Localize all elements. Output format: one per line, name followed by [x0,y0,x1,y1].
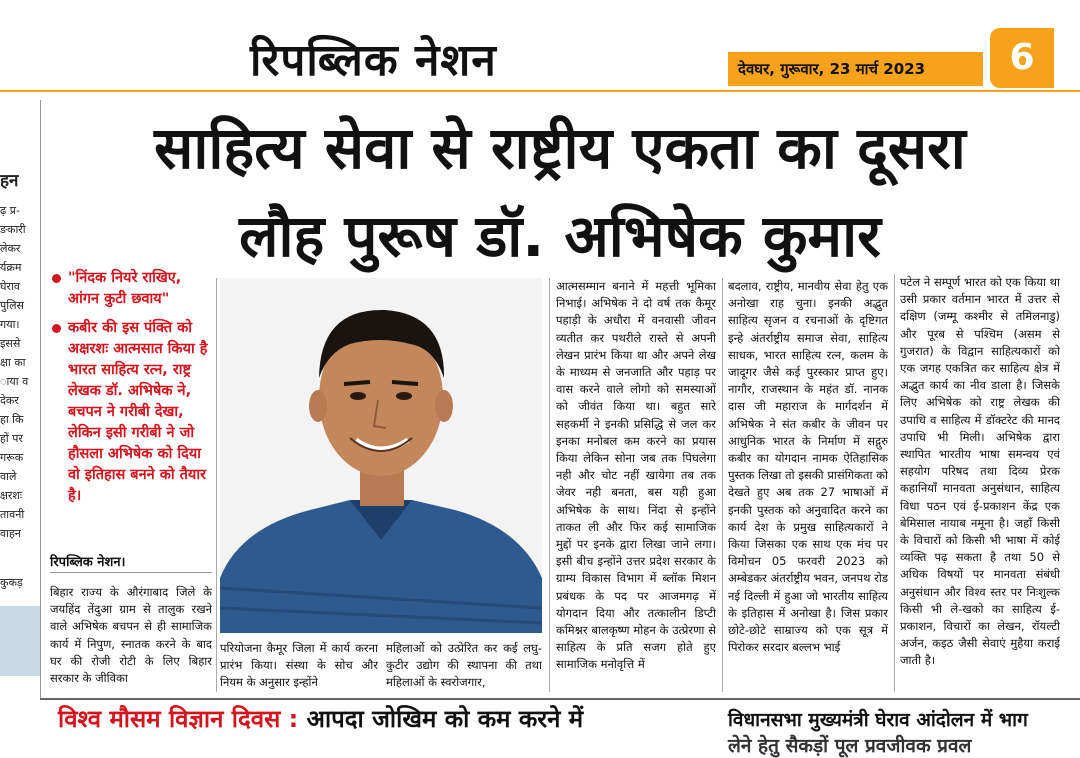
left-strip-line: इससे [0,337,21,350]
left-strip-line: लेकर [0,242,21,255]
left-strip-image [0,606,40,676]
column-rule [216,278,217,692]
right-next-headline: विधानसभा मुख्यमंत्री घेराव आंदोलन में भाग [728,709,1028,731]
column-rule [549,278,550,692]
next-article-headline [58,702,583,735]
left-strip-line: वाहन [0,527,21,540]
portrait-photo [220,278,542,633]
column-rule [894,274,895,692]
dateline: देवघर, गुरूवार, 23 मार्च 2023 [728,52,983,86]
article-column-2: परियोजना कैमूर जिला में कार्य करना प्रारंभ किया। संस्था के सोच और नियम के अनुसार इन्होंने [220,641,378,690]
left-strip-line: हा कि [0,413,24,426]
bullet-dot-icon [52,324,61,333]
portrait-illustration [220,278,542,633]
next-headline-black: आपदा जोखिम को कम करने में [306,705,584,733]
page-number: 6 [990,28,1054,88]
left-strip-line: वाले [0,470,17,483]
article-column-5: बदलाव, राष्ट्रीय, मानवीय सेवा हेतु एक अनोखा राह चुना। इनकी अद्भुत साहित्य सृजन व रचनाओं के दृष्टिगत इन्हे अंतर्राष्ट्रीय समाज सेवा, साहित्य साधक, भारत साहित्य रत्न, कलम के जादूगर जैसे कई पुरस्कार प्राप्त हुए। नागौर, राजस्थान के महंत डॉ. नानक दास जी महाराज के मार्गदर्शन में अभिषेक ने संत कबीर के जीवन पर आधुनिक भारत के निर्माण में सद्गुरु कबीर का योगदान नामक ऐतिहासिक पुस्तक लिखा तो इसकी प्रासंगिकता को देखते हुए अब तक 27 भाषाओं में इनकी पुस्तक को अनुवादित करने का कार्य देश के प्रमुख साहित्यकारों ने किया जिसका एक साथ एक मंच पर विमोचन 05 फरवरी 2023 को अम्बेडकर अंतर्राष्ट्रीय भवन, जनपथ रोड नई दिल्ली में हुआ जो भारतीय साहित्य के इतिहास में अनोखा है। जिस प्रकार छोटे-छोटे साम्राज्य को एक सूत्र में पिरोकर सरदार बल्लभ भाई [728,279,888,655]
bullet-dot-icon [52,274,61,283]
headline [40,104,1080,280]
left-strip-line: क्षरशः [0,489,23,502]
masthead-rule [0,90,1080,92]
left-strip-heading: हन [0,171,19,191]
article-column-4: आत्मसम्मान बनाने में महत्ती भूमिका निभाई। अभिषेक ने दो वर्ष तक कैमूर पहाड़ी के अधौरा में वनवासी जीवन व्यतीत कर पथरीले रास्ते से अपनी लेखन प्रारंभ किया था और अपने लेख के माध्यम से जनजाति और पहाड़ पर वास करने वाले लोगो को समस्याओं को जीवंत किया था। बहुत सारे सहकर्मी ने इनकी प्रसिद्धि से जल कर इनका मनोबल कम करने का प्रयास किया लेकिन सोना जब तक पिघलेगा नही और चोट नहीं खायेगा तब तक जेवर नही बनता, बस यही हुआ अभिषेक के साथ। निंदा से इन्होंने ताकत ली और फिर कई सामाजिक मुद्दों पर इनके द्वारा लिखा जाने लगा। इसी बीच इन्होंने उत्तर प्रदेश सरकार के ग्राम्य विकास विभाग में ब्लॉक मिशन प्रबंधक के पद पर आजमगढ़ में योगदान दिया और तत्कालीन डिप्टी कमिश्नर बालकृष्ण मोहन के उत्प्रेरणा से साहित्य के प्रति सजग होते हुए सामाजिक मनोवृत्ति में [556,279,716,672]
column-divider [40,100,41,700]
left-strip-line: तावनी [0,508,25,521]
left-strip-line: घेराव [0,280,20,293]
left-strip-line: गरूक [0,451,24,464]
article-column-6: पटेल ने सम्पूर्ण भारत को एक किया था उसी प्रकार वर्तमान भारत में उत्तर से दक्षिण (जम्मू कश्मीर से तमिलनाडु) और पूरब से पश्चिम (असम से गुजरात) के विद्वान साहित्यकारों को एक जगह एकत्रित कर साहित्य क्षेत्र में अद्भुत कार्य का नीव डाला है। जिसके लिए अभिषेक को राष्ट्र लेखक की उपाधि व साहित्य में डॉक्टरेट की मानद उपाधि भी मिली। अभिषेक द्वारा स्थापित भारतीय भाषा समन्वय एवं सहयोग परिषद तथा दिव्य प्रेरक कहानियाँ मानवता अनुसंधान, साहित्य विधा पठन एवं ई-प्रकाशन केंद्र एक बेमिसाल नायाब नमूना है। जहाँ किसी के विचारों को किसी भी भाषा में कोई व्यक्ति पढ़ सकता है तथा 50 से अधिक विषयों पर मानवता संबंधी अनुसंधान और विश्व स्तर पर निःशुल्क किसी भी ले-खको का साहित्य ई-प्रकाशन, विचारों का लेखन, रॉयल्टी अर्जन, कइठ जैसी सेवाएं मुहैया कराई जाती है। [900,275,1060,668]
next-headline-red: विश्व मौसम विज्ञान दिवस : [58,705,299,733]
left-strip-line: र्यक्रम [0,261,22,274]
left-strip-line: गया। [0,318,20,331]
left-adjacent-column [0,120,40,744]
left-strip-bottom: कुकड़ [0,576,23,589]
highlight-bullets [52,268,212,515]
headline-line-1: साहित्य सेवा से राष्ट्रीय एकता का दूसरा [154,114,966,182]
column-rule [722,278,723,692]
right-next-headline-2: लेने हेतु सैकड़ों पूल प्रवजीवक प्रवल [728,735,972,757]
left-strip-line: हों पर [0,432,23,445]
bottom-rule [40,698,1080,700]
left-strip-line: देकर [0,394,19,407]
left-strip-line: पुलिस [0,299,24,312]
byline: रिपब्लिक नेशन। [50,555,126,570]
left-strip-line: ढ़ प्र- [0,204,20,217]
left-strip-lines [0,201,40,543]
byline-rule [50,572,212,573]
article-column-1: बिहार राज्य के औरंगाबाद जिले के जयहिंद तेंदुआ ग्राम से तालुक रखने वाले अभिषेक बचपन से ही सामाजिक कार्य में निपुण, स्नातक करने के बाद घर की रोजी रोटी के लिए बिहार सरकार के जीविका [50,585,212,686]
bullet-quote: "निंदक नियरे राखिए, आंगन कुटी छवाय" [52,268,212,310]
left-strip-line: ाया व [0,375,29,388]
left-strip-line: क्षा का [0,356,26,369]
headline-line-2: लौह पुरूष डॉ. अभिषेक कुमार [239,202,881,270]
article-column-3: महिलाओं को उत्प्रेरित कर कई लघु- कुटीर उद्योग की स्थापना की तथा महिलाओं के स्वरोजगार, [386,641,542,690]
bullet-summary: कबीर की इस पंक्ति को अक्षरशः आत्मसात किया है भारत साहित्य रत्न, राष्ट्र लेखक डॉ. अभिषेक ने, बचपन ने गरीबी देखा, लेकिन इसी गरीबी ने जो हौसला अभिषेक को दिया वो इतिहास बनने को तैयार है। [52,318,212,507]
masthead: रिपब्लिक नेशन [250,35,497,86]
left-strip-line: ङकारी [0,223,26,236]
